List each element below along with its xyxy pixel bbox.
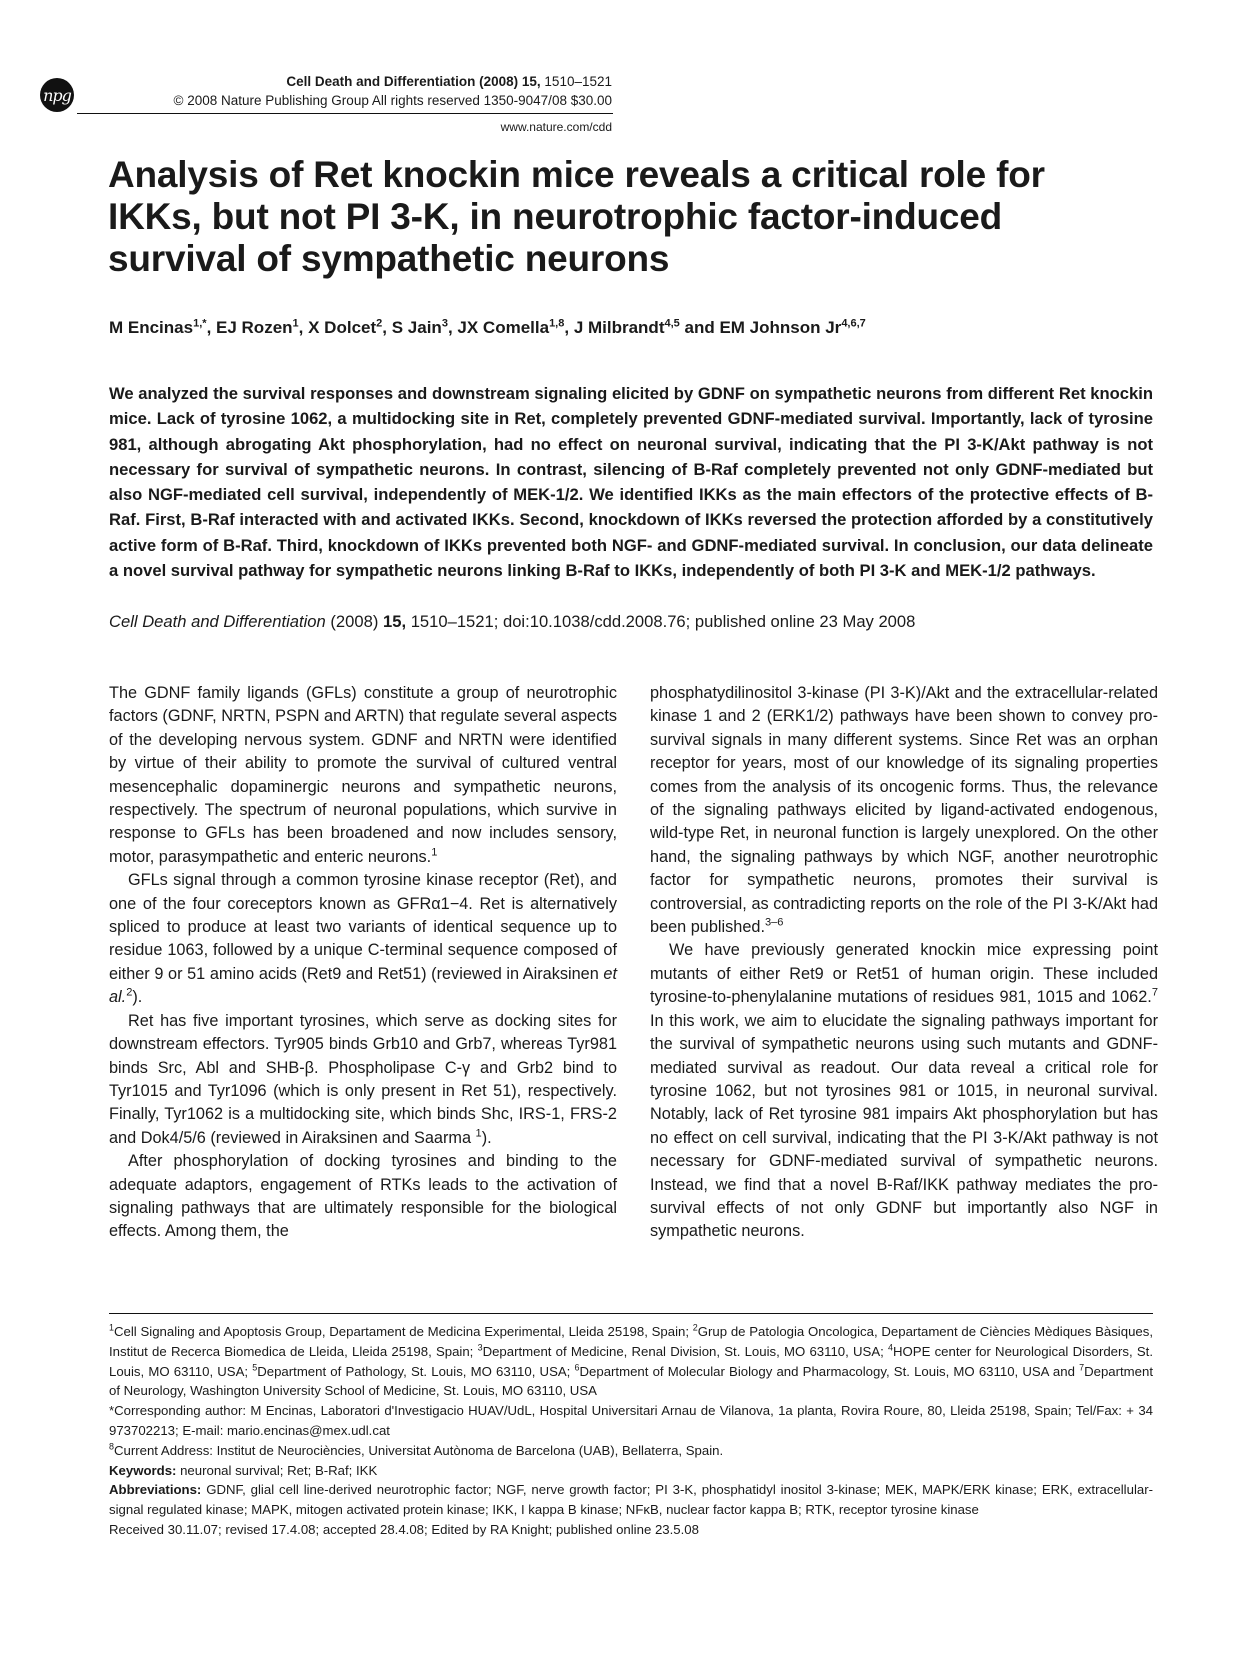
- affiliation-number: 2: [692, 1322, 698, 1333]
- affiliation-text: Department of Pathology, St. Louis, MO 63110, USA;: [257, 1363, 575, 1379]
- author-name: J Milbrandt: [573, 318, 665, 337]
- author-affiliation: 3: [441, 317, 448, 330]
- author-affiliation: 2: [376, 317, 383, 330]
- author-name: EM Johnson Jr: [719, 318, 842, 337]
- reference[interactable]: 1: [431, 846, 438, 859]
- affiliation-text: HOPE center for Neurological Disorders, St. Louis, MO 63110, USA;: [109, 1343, 1153, 1379]
- current-address: $^8$Current Address: Institut de Neurociències, Universitat Autònoma de Barcelona (UAB), Bellaterra, Spain.: [109, 1441, 724, 1458]
- journal-pages: 1510–1521: [544, 74, 612, 89]
- affiliation-number: 1: [109, 1322, 114, 1333]
- author-name: M Encinas: [109, 318, 194, 337]
- affiliation-number: 4: [888, 1342, 893, 1353]
- paragraph: Ret has five important tyrosines, which serve as docking sites for downstream effectors. Tyr905 binds Grb10 and Grb7, whereas Tyr981 binds Src, Abl and SHB-β. Phospholipase C-γ and Grb2 bind to Tyr1015 and Tyr1096 (which is only present in Ret 51), respectively. Finally, Tyr1062 is a multidocking site, which binds Shc, IRS-1, FRS-2 and Dok4/5/6 (reviewed in Airaksinen and Saarma $^1$).: [109, 1011, 617, 1147]
- citation-rest: 1510–1521; doi:10.1038/cdd.2008.76; published online 23 May 2008: [410, 612, 916, 631]
- copyright-line: © 2008 Nature Publishing Group All rights reserved 1350-9047/08 $30.00: [173, 93, 612, 108]
- reference[interactable]: 7: [1151, 986, 1158, 999]
- header-rule: [77, 113, 613, 114]
- affiliation-text: Grup de Patologia Oncologica, Departament de Ciències Mèdiques Bàsiques, Institut de Recerca Biomedica de Lleida, Lleida 25198, Spain;: [109, 1324, 1153, 1359]
- author-affiliation: 1,*: [193, 317, 207, 330]
- body-column-left: [109, 682, 617, 1244]
- citation-volume: 15,: [382, 612, 407, 631]
- author-affiliation: 4,5: [664, 317, 680, 330]
- corresponding-author: *Corresponding author: M Encinas, Laboratori d'Investigacio HUAV/UdL, Hospital Universitari Arnau de Vilanova, 1a planta, Rovira Roure, 80, Lleida 25198, Spain; Tel/Fax: + 34 973702213; E-mail: mario.encinas@mex.udl.cat: [109, 1403, 1153, 1438]
- abstract: We analyzed the survival responses and downstream signaling elicited by GDNF on sympathetic neurons from different Ret knockin mice. Lack of tyrosine 1062, a multidocking site in Ret, completely prevented GDNF-mediated survival. Importantly, lack of tyrosine 981, although abrogating Akt phosphorylation, had no effect on neuronal survival, indicating that the PI 3-K/Akt pathway is not necessary for survival of sympathetic neurons. In contrast, silencing of B-Raf completely prevented not only GDNF-mediated but also NGF-mediated cell survival, independently of MEK-1/2. We identified IKKs as the main effectors of the protective effects of B-Raf. First, B-Raf interacted with and activated IKKs. Second, knockdown of IKKs reversed the protection afforded by a constitutively active form of B-Raf. Third, knockdown of IKKs prevented both NGF- and GDNF-mediated survival. In conclusion, our data delineate a novel survival pathway for sympathetic neurons linking B-Raf to IKKs, independently of both PI 3-K and MEK-1/2 pathways.: [109, 384, 1153, 581]
- affiliation-number: 7: [1079, 1362, 1085, 1373]
- journal-name: Cell Death and Differentiation (2008) 15,: [286, 74, 541, 89]
- affiliation-number: 6: [574, 1362, 580, 1373]
- author-name: EJ Rozen: [216, 318, 293, 337]
- affiliation-number: 5: [252, 1362, 258, 1373]
- author-name: S Jain: [391, 318, 442, 337]
- keywords: Keywords: neuronal survival; Ret; B-Raf; IKK: [109, 1462, 378, 1478]
- paragraph: GFLs signal through a common tyrosine kinase receptor (Ret), and one of the four coreceptors known as GFRα1−4. Ret is alternatively spliced to produce at least two variants of identical sequence up to residue 1063, followed by a unique C-terminal sequence composed of either 9 or 51 amino acids (Ret9 and Ret51) (reviewed in Airaksinen et al.$^2$).: [109, 871, 617, 1007]
- affiliation-text: Cell Signaling and Apoptosis Group, Departament de Medicina Experimental, Lleida 25198, Spain;: [114, 1324, 693, 1339]
- body-column-right: [650, 682, 1158, 1244]
- author-affiliation: 1: [292, 317, 299, 330]
- npg-logo: npg: [40, 78, 74, 112]
- affiliation-number: 3: [477, 1342, 483, 1353]
- journal-url[interactable]: www.nature.com/cdd: [500, 120, 612, 134]
- reference[interactable]: 2: [126, 986, 133, 999]
- citation-journal: Cell Death and Differentiation: [109, 612, 326, 631]
- article-title: Analysis of Ret knockin mice reveals a critical role for IKKs, but not PI 3-K, in neurotrophic factor-induced survival of sympathetic neurons: [108, 154, 1045, 279]
- journal-line: [160, 74, 612, 89]
- paragraph: We have previously generated knockin mice expressing point mutants of either Ret9 or Ret51 of human origin. These included tyrosine-to-phenylalanine mutations of residues 981, 1015 and 1062.$^7$ In this work, we aim to elucidate the signaling pathways important for the survival of sympathetic neurons using such mutants and GDNF-mediated survival as readout. Our data reveal a critical role for tyrosine 1062, but not tyrosines 981 or 1015, in neuronal survival. Notably, lack of Ret tyrosine 981 impairs Akt phosphorylation but has no effect on cell survival, indicating that the PI 3-K/Akt pathway is not necessary for GDNF-mediated survival of sympathetic neurons. Instead, we find that a novel B-Raf/IKK pathway mediates the pro-survival effects of not only GDNF but importantly also NGF in sympathetic neurons.: [650, 941, 1158, 1241]
- paragraph: The GDNF family ligands (GFLs) constitute a group of neurotrophic factors (GDNF, NRTN, PSPN and ARTN) that regulate several aspects of the developing nervous system. GDNF and NRTN were identified by virtue of their ability to promote the survival of cultured ventral mesencephalic dopaminergic neurons and sympathetic neurons, respectively. The spectrum of neuronal populations, which survive in response to GFLs has been broadened and now includes sensory, motor, parasympathetic and enteric neurons.$^1$: [109, 684, 617, 866]
- paragraph: phosphatydilinositol 3-kinase (PI 3-K)/Akt and the extracellular-related kinase 1 and 2 (ERK1/2) pathways have been shown to convey pro-survival signals in many different systems. Since Ret was an orphan receptor for years, most of our knowledge of its signaling properties comes from the analysis of its oncogenic forms. Thus, the relevance of the signaling pathways elicited by ligand-activated endogenous, wild-type Ret, in neuronal function is largely unexplored. On the other hand, the signaling pathways by which NGF, another neurotrophic factor for sympathetic neurons, promotes their survival is controversial, as contradicting reports on the role of the PI 3-K/Akt had been published.$^{3-6}$: [650, 684, 1158, 937]
- author-affiliation: 4,6,7: [841, 317, 866, 330]
- received-dates: Received 30.11.07; revised 17.4.08; accepted 28.4.08; Edited by RA Knight; published online 23.5.08: [109, 1521, 699, 1537]
- citation-year: (2008): [330, 612, 379, 631]
- author-name: JX Comella: [457, 318, 550, 337]
- author-name: X Dolcet: [308, 318, 377, 337]
- affiliation-text: Department of Neurology, Washington University School of Medicine, St. Louis, MO 63110, USA: [109, 1363, 1153, 1399]
- paragraph: After phosphorylation of docking tyrosines and binding to the adequate adaptors, engagement of RTKs leads to the activation of signaling pathways that are ultimately responsible for the biological effects. Among them, the: [109, 1152, 617, 1241]
- reference[interactable]: 1: [475, 1127, 482, 1140]
- affiliation-text: Department of Molecular Biology and Pharmacology, St. Louis, MO 63110, USA and: [579, 1363, 1080, 1379]
- abbreviations: Abbreviations: GDNF, glial cell line-derived neurotrophic factor; NGF, nerve growth factor; PI 3-K, phosphatidyl inositol 3-kinase; MEK, MAPK/ERK kinase; ERK, extracellular-signal regulated kinase; MAPK, mitogen activated protein kinase; IKK, I kappa B kinase; NFκB, nuclear factor kappa B; RTK, receptor tyrosine kinase: [109, 1482, 1153, 1518]
- author-affiliation: 1,8: [549, 317, 565, 330]
- affiliation-text: Department of Medicine, Renal Division, St. Louis, MO 63110, USA;: [482, 1343, 888, 1359]
- author-list: M Encinas$^{1,*}$, EJ Rozen$^1$, X Dolcet$^2$, S Jain$^3$, JX Comella$^{1,8}$, J Milbrandt$^{4,5}$ and EM Johnson Jr$^{4,6,7}$: [109, 317, 866, 337]
- affiliations: [109, 1322, 1153, 1401]
- citation-line: [109, 612, 1153, 632]
- reference[interactable]: 3–6: [764, 916, 784, 929]
- footnotes: [109, 1322, 1153, 1540]
- footnote-rule: [109, 1313, 1153, 1314]
